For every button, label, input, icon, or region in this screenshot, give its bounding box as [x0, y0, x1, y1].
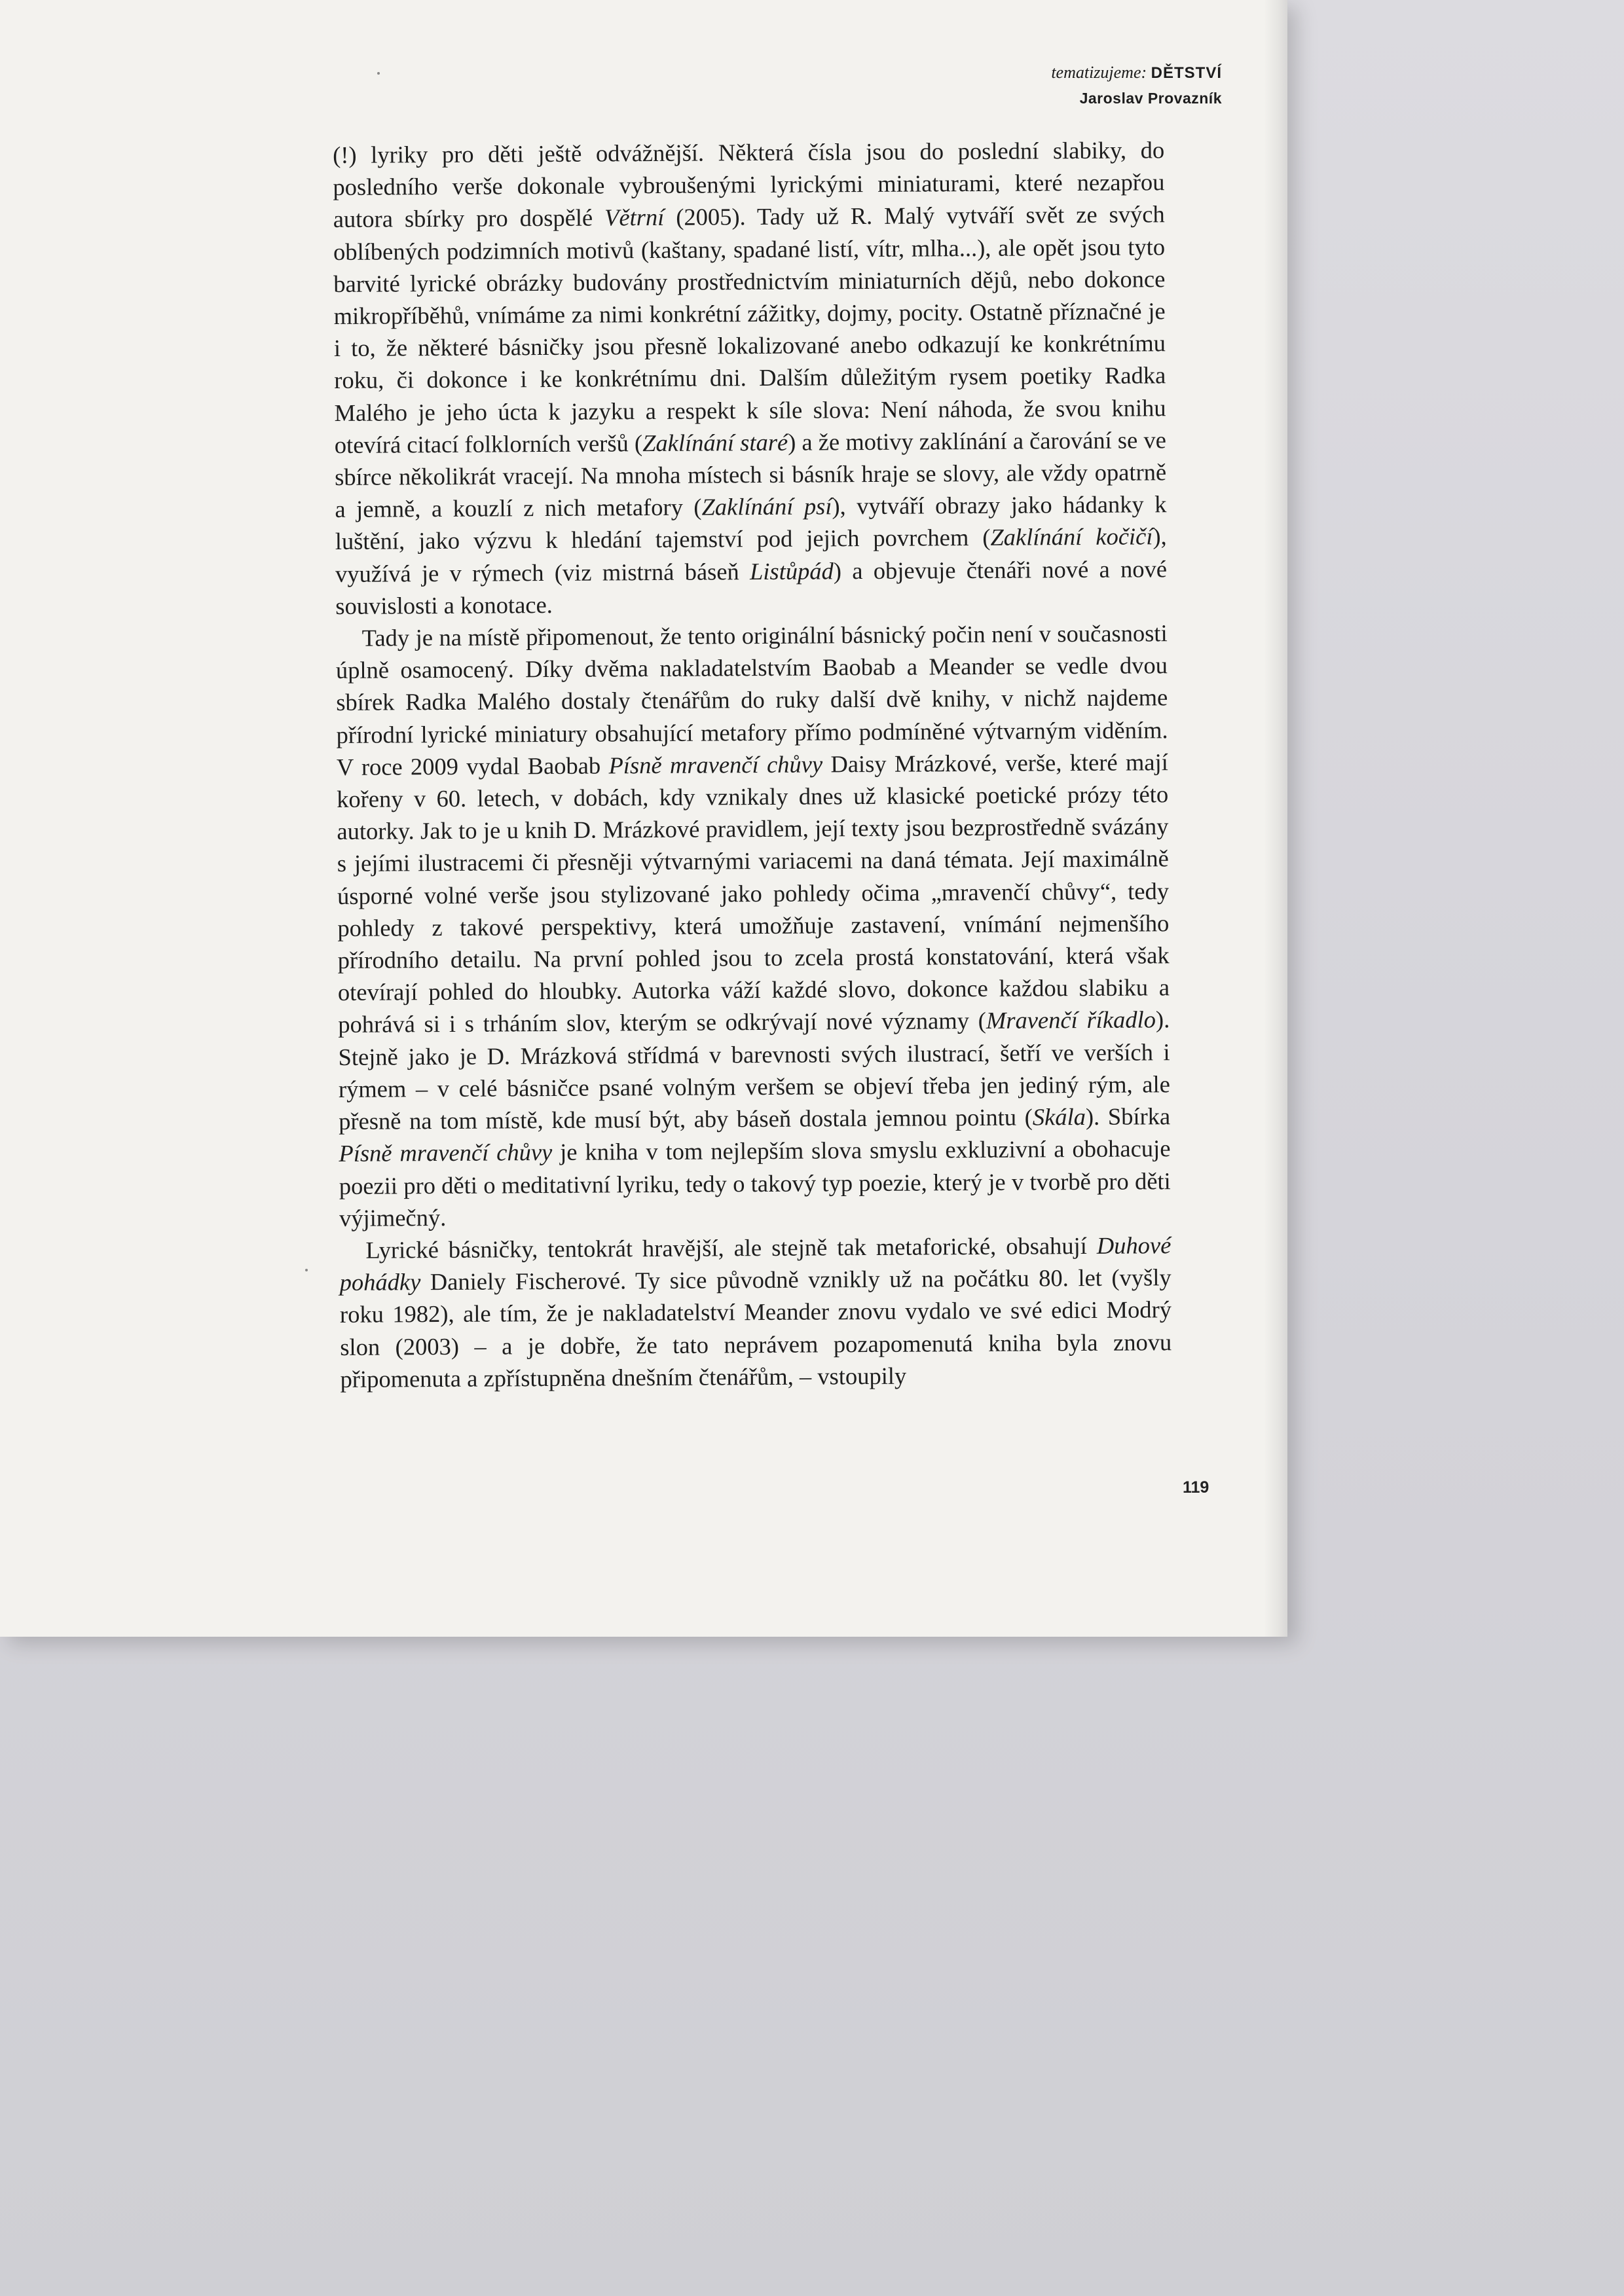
text-run: ) a že motivy zaklínání a čarování se ve sbírce několikrát vracejí. Na mnoha místech si básník hraje se slovy, ale vždy opatrně a jemně, a kouzlí z nich metafory ( [335, 426, 1167, 523]
italic-title: Mravenčí říkadlo [986, 1006, 1156, 1034]
text-run: ), vytváří obrazy jako hádanky k luštění, jako výzvu k hledání tajemství pod jejich povrchem ( [335, 490, 1167, 555]
header-author: Jaroslav Provazník [1079, 90, 1222, 107]
italic-title: Zaklínání kočičí [990, 522, 1153, 551]
italic-title: Listůpád [749, 556, 834, 585]
italic-title: Zaklínání staré [642, 428, 788, 456]
text-run: (2005). Tady už R. Malý vytváří svět ze svých oblíbených podzimních motivů (kaštany, spadané listí, vítr, mlha...), ale opět jsou tyto barvité lyrické obrázky budovány prostřednictvím miniaturních dějů, nebo dokonce mikropříběhů, vnímáme za nimi konkrétní zážitky, dojmy, pocity. Ostatně příznačné je i to, že některé básničky jsou přesně lokalizované anebo odkazují ke konkrétnímu roku, či dokonce i ke konkrétnímu dni. Dalším důležitým rysem poetiky Radka Malého je jeho úcta k jazyku a respekt k síle slova: Není náhoda, že svou knihu otevírá citací folklorních veršů ( [333, 200, 1166, 458]
body-text [333, 134, 1172, 1395]
text-run: ) a objevuje čtenáři nové a nové souvislosti a konotace. [335, 555, 1168, 619]
italic-title: Duhové pohádky [339, 1231, 1172, 1296]
text-run: je kniha v tom nejlepším slova smyslu exkluzivní a obohacuje poezii pro děti o meditativní lyriku, tedy o takový typ poezie, který je v tvorbě pro děti výjimečný. [339, 1135, 1171, 1231]
page-number: 119 [1183, 1478, 1209, 1497]
text-run: (!) lyriky pro děti ještě odvážnější. Některá čísla jsou do poslední slabiky, do posledního verše dokonale vybroušenými lyrickými miniaturami, které nezapřou autora sbírky pro dospělé [333, 136, 1165, 233]
paragraph [336, 617, 1172, 1234]
text-run: Lyrické básničky, tentokrát hravější, ale stejně tak metaforické, obsahují [365, 1231, 1097, 1264]
italic-title: Zaklínání psí [701, 492, 832, 520]
paragraph [339, 1229, 1172, 1395]
page-speck [305, 1269, 308, 1271]
paragraph [333, 134, 1167, 622]
header-theme: tematizujeme: [1051, 63, 1147, 82]
text-run: ). Stejně jako je D. Mrázková střídmá v barevnosti svých ilustrací, šetří ve verších i rýmem – v celé básničce psané volným veršem se objeví třeba jen jediný rým, ale přesně na tom místě, kde musí být, aby báseň dostala jemnou pointu ( [338, 1006, 1170, 1135]
header-section [1051, 60, 1222, 86]
text-run: Daisy Mrázkové, verše, které mají kořeny v 60. letech, v dobách, kdy vznikaly dnes už klasické poetické prózy této autorky. Jak to je u knih D. Mrázkové pravidlem, její texty jsou bezprostředně svázány s jejími ilustracemi či přesněji výtvarnými variacemi na daná témata. Její maximálně úsporné volné verše jsou stylizované jako pohledy očima „mravenčí chůvy“, tedy pohledy z takové perspektivy, která umožňuje zastavení, vnímání nejmenšího přírodního detailu. Na první pohled jsou to zcela prostá konstatování, která však otevírají pohled do hloubky. Autorka váží každé slovo, dokonce každou slabiku a pohrává si i s trháním slov, kterým se odkrývají nové významy ( [337, 748, 1170, 1038]
text-run: Tady je na místě připomenout, že tento originální básnický počin není v současnosti úplně osamocený. Díky dvěma nakladatelstvím Baobab a Meander se vedle dvou sbírek Radka Malého dostaly čtenářům do ruky další dvě knihy, v nichž najdeme přírodní lyrické miniatury obsahující metafory přímo podmíněné výtvarným viděním. V roce 2009 vydal Baobab [335, 619, 1168, 780]
italic-title: Větrní [604, 204, 665, 231]
italic-title: Písně mravenčí chůvy [339, 1139, 553, 1167]
header-topic: DĚTSTVÍ [1151, 64, 1222, 82]
running-header [1051, 60, 1222, 111]
italic-title: Písně mravenčí chůvy [608, 750, 823, 779]
page-edge [1264, 0, 1287, 1637]
text-run: ), využívá je v rýmech (viz mistrná báseň [335, 522, 1167, 587]
text-run: Daniely Fischerové. Ty sice původně vznikly už na počátku 80. let (vyšly roku 1982), ale tím, že je nakladatelství Meander znovu vydalo ve své edici Modrý slon (2003) – a je dobře, že tato neprávem pozapomenutá kniha byla znovu připomenuta a zpřístupněna dnešním čtenářům, – vstoupily [339, 1264, 1172, 1393]
text-run: ). Sbírka [1085, 1102, 1171, 1131]
italic-title: Skála [1032, 1103, 1086, 1131]
page-speck [377, 72, 380, 75]
